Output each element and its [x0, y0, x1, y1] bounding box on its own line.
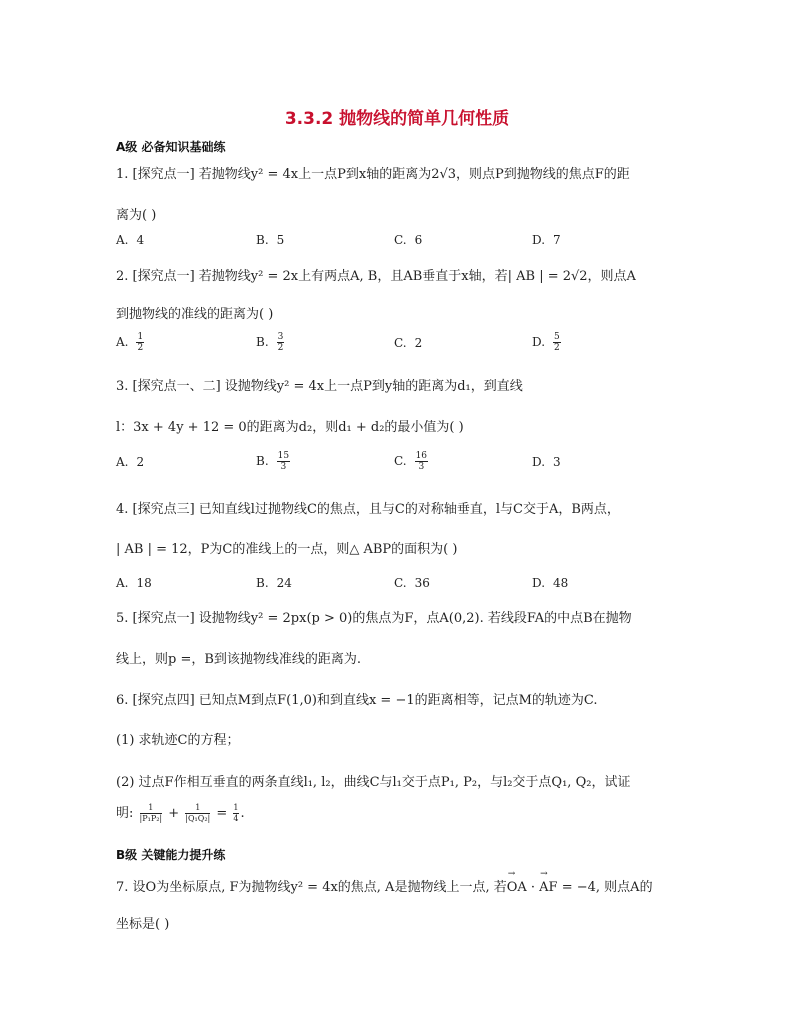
vector-af: → AF	[539, 880, 557, 895]
q4-stem-line2: | AB | = 12，P为C的准线上的一点，则△ ABP的面积为( )	[116, 542, 458, 557]
vector-oa: → OA	[507, 880, 527, 895]
q4-option-c[interactable]: C. 36	[394, 576, 430, 590]
q1-options	[116, 233, 676, 253]
q3-options	[116, 451, 676, 471]
q2-stem-line1: 2. [探究点一] 若抛物线y² = 2x上有两点A, B，且AB垂直于x轴，若| AB | = 2√2，则点A	[116, 269, 636, 284]
q7-stem-line2: 坐标是( )	[116, 917, 170, 932]
q1-option-c[interactable]: C. 6	[394, 233, 423, 247]
q5-stem-line2: 线上，则p =，B到该抛物线准线的距离为.	[116, 652, 362, 667]
q4-option-b[interactable]: B. 24	[256, 576, 292, 590]
q2-option-c[interactable]: C. 2	[394, 336, 423, 350]
q1-stem-line1: 1. [探究点一] 若抛物线y² = 4x上一点P到x轴的距离为2√3，则点P到抛物线的焦点F的距	[116, 167, 630, 182]
q3-option-b[interactable]: B. $\frac{15}{3}$	[256, 451, 290, 472]
q2-option-a[interactable]: A. $\frac{1}{2}$	[116, 332, 144, 353]
q3-stem-line1: 3. [探究点一、二] 设抛物线y² = 4x上一点P到y轴的距离为d₁，到直线	[116, 379, 523, 394]
q2-option-b-fraction: $\frac{3}{2}$	[277, 332, 284, 353]
q4-stem-line1: 4. [探究点三] 已知直线l过抛物线C的焦点，且与C的对称轴垂直，l与C交于A，B两点，	[116, 502, 620, 517]
q6-part1: (1) 求轨迹C的方程；	[116, 733, 240, 748]
q4-option-d[interactable]: D. 48	[532, 576, 569, 590]
q6-part2: (2) 过点F作相互垂直的两条直线l₁, l₂，曲线C与l₁交于点P₁, P₂，与l₂交于点Q₁, Q₂，试证	[116, 775, 631, 790]
q1-option-b[interactable]: B. 5	[256, 233, 285, 247]
q3-option-c[interactable]: C. $\frac{16}{3}$	[394, 451, 428, 472]
q2-option-b[interactable]: B. $\frac{3}{2}$	[256, 332, 284, 353]
q1-option-d[interactable]: D. 7	[532, 233, 561, 247]
level-b-heading: B级 关键能力提升练	[116, 848, 226, 862]
q3-option-b-fraction: $\frac{15}{3}$	[277, 451, 290, 472]
q2-option-a-fraction: $\frac{1}{2}$	[137, 332, 144, 353]
q5-stem-line1: 5. [探究点一] 设抛物线y² = 2px(p > 0)的焦点为F，点A(0,2). 若线段FA的中点B在抛物	[116, 611, 632, 626]
page-title: 3.3.2 抛物线的简单几何性质	[284, 109, 510, 129]
q3-stem-line2: l：3x + 4y + 12 = 0的距离为d₂，则d₁ + d₂的最小值为( )	[116, 420, 464, 435]
q3-option-a[interactable]: A. 2	[116, 455, 145, 469]
q6-stem-line1: 6. [探究点四] 已知点M到点F(1,0)和到直线x = −1的距离相等，记点M的轨迹为C.	[116, 693, 598, 708]
q2-options	[116, 332, 676, 352]
q1-stem-line2: 离为( )	[116, 208, 157, 223]
q2-stem-line2: 到抛物线的准线的距离为( )	[116, 307, 274, 322]
q6-fraction-1: $\frac{1}{\text{|P₁P₂|}}$	[139, 803, 163, 823]
q4-option-a[interactable]: A. 18	[116, 576, 152, 590]
q3-option-d[interactable]: D. 3	[532, 455, 561, 469]
q6-proof-line: 明: $\frac{1}{\text{|P₁P₂|}}$ + $\frac{1}{\text{|Q₁Q₂|}}$ = $\frac{1}{4}$ .	[116, 803, 245, 823]
q4-options	[116, 576, 676, 596]
q3-option-c-fraction: $\frac{16}{3}$	[415, 451, 428, 472]
q6-fraction-3: $\frac{1}{4}$	[233, 803, 239, 823]
q6-fraction-2: $\frac{1}{\text{|Q₁Q₂|}}$	[185, 803, 211, 823]
level-a-heading: A级 必备知识基础练	[116, 140, 226, 154]
q7-stem-line1: 7. 设O为坐标原点, F为抛物线y² = 4x的焦点, A是抛物线上一点, 若→ OA · → AF = −4, 则点A的	[116, 876, 653, 895]
q1-option-a[interactable]: A. 4	[116, 233, 145, 247]
q2-option-d[interactable]: D. $\frac{5}{2}$	[532, 332, 560, 353]
q2-option-d-fraction: $\frac{5}{2}$	[554, 332, 560, 353]
